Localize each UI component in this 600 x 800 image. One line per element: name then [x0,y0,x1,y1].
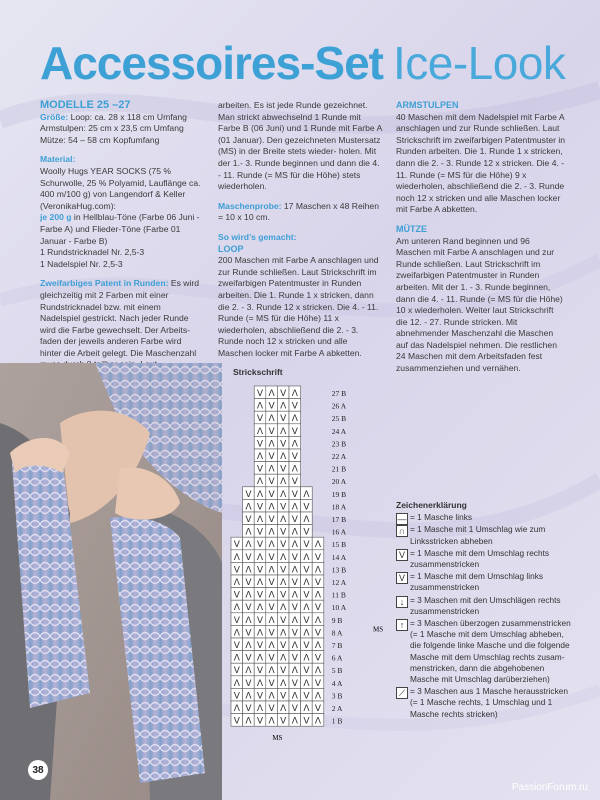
chart-symbol: V [280,666,287,677]
chart-row-label: 8 A [331,628,343,638]
chart-symbol: Λ [303,603,310,614]
chart-symbol: Λ [291,502,298,513]
legend-text: = 1 Masche mit dem Umschlag rechts zusammenstricken [410,547,550,570]
chart-symbol: Λ [280,452,287,462]
chart-symbol: Λ [245,666,252,677]
chart-symbol: V [314,552,322,563]
chart-symbol: V [245,678,252,689]
chart-symbol: V [280,565,287,576]
so-gehts-heading: So wird’s gemacht: [218,231,297,242]
chart-symbol: V [233,716,240,727]
chart-symbol: Λ [291,464,298,475]
chart-row-label: 11 B [331,590,346,600]
je-label: je 200 g [40,212,72,223]
chart-symbol: Λ [291,666,298,677]
chart-symbol: V [268,578,275,588]
legend-item [396,618,571,685]
chart-symbol: Λ [256,704,264,714]
chart-row-label: 18 A [331,502,347,512]
patent-label: Zweifarbiges Patent in Runden: [40,278,169,289]
chart-symbol: Λ [268,502,275,513]
legend-symbol-icon: ⟋ [396,687,408,699]
chart-row-label: 17 B [331,515,347,524]
chart-symbol: V [280,641,287,651]
chart-symbol: V [233,641,240,651]
chart-symbol: Λ [233,578,240,588]
chart-symbol: V [233,540,240,551]
chart-row-label: 23 B [331,439,347,449]
chart-symbol: Λ [268,527,275,538]
loop-text: 200 Maschen mit Farbe A anschlagen und zur Runde schließen. Laut Strickschrift im zweifarbigen Patentmuster in Runden arbeiten. Die 1. Runde 1 x stricken, dann die 2. - 3. Runde 12 x stricken. Die 4. - 11. Runde (= MS für die Höhe) 11 x wiederholen, abschließend die 2. - 3. Runde noch 12 x stricken und alle Maschen locker mit Farbe A abketten. [218,255,379,358]
watermark: PassionForum.ru [511,782,588,793]
chart-row-label: 1 B [331,716,343,726]
chart-symbol: Λ [280,552,287,563]
chart-symbol: Λ [245,590,252,601]
chart-symbol: Λ [280,653,287,664]
chart-symbol: Λ [303,704,310,714]
chart-symbol: Λ [245,691,252,702]
chart-symbol: V [256,565,264,576]
chart-symbol: V [268,653,275,664]
chart-symbol: V [256,615,264,626]
legend-text: = 3 Maschen aus 1 Masche herausstricken (= 1 Masche rechts, 1 Umschlag und 1 Masche rechts stricken) [410,686,568,719]
page-number: 38 [28,760,48,780]
chart-symbol: V [314,578,322,588]
legend-items [396,512,571,720]
chart-symbol: Λ [233,628,240,639]
chart-symbol: Λ [280,628,287,639]
chart-symbol: V [280,502,287,513]
chart-symbol: V [303,502,310,513]
chart-symbol: V [245,489,252,500]
chart-symbol: V [268,603,275,614]
chart-symbol: V [291,477,298,488]
chart-symbol: Λ [291,414,298,425]
chart-symbol: V [314,603,322,614]
legend-text: = 3 Maschen mit den Umschlägen rechts zusammenstricken [410,594,561,616]
chart-symbol: V [280,439,287,450]
chart-symbol: Λ [256,452,264,462]
chart-symbol: V [303,590,310,601]
chart-symbol: Λ [303,489,310,500]
muetze-text: Am unteren Rand beginnen und 96 Maschen mit Farbe A anschlagen und zur Runde schließen. Laut Strickschrift im zweifarbigen Patentmuster in Runden arbeiten. Mit der 1. - 3. Runde beginnen, dann die 4. - 11. Runde (= MS für die Höhe) 10 x wiederholen. Weiter laut Strickschrift die 12. - 27. Runde stricken. Mit abnehmender Maschenzahl die Maschen auf das Nadelspiel nehmen. Die restlichen 24 Maschen mit dem Arbeitsfaden fest zusammenziehen und vernähen. [396,235,563,374]
legend-title: Zeichenerklärung [396,500,467,510]
armstulpen-heading: ARMSTULPEN [396,100,459,110]
chart-symbol: V [280,691,287,702]
chart-symbol: Λ [245,540,252,551]
chart-symbol: Λ [291,590,298,601]
chart-symbol: V [268,515,275,525]
patent-continued: arbeiten. Es ist jede Runde gezeichnet. Man strickt abwechselnd 1 Runde mit Farbe B (06 Juni) und 1 Runde mit Farbe A (01 Januar). Den gezeichneten Mustersatz (MS) in der Breite stets wieder- holen. Mit der 1.- 3. Runde beginnen und dann die 4. - 11. Runde (= MS für die Höhe) stets wiederholen. [218,100,382,192]
chart-symbol: Λ [233,678,240,689]
chart-symbol: V [256,641,264,651]
groesse-loop: Loop: ca. 28 x 118 cm Umfang [70,111,187,122]
chart-symbol: Λ [280,678,287,689]
chart-symbol: V [256,590,264,601]
chart-symbol: Λ [314,615,322,626]
legend-text: = 1 Masche mit dem Umschlag links zusammenstricken [410,571,544,593]
chart-symbol: V [280,464,287,475]
chart-symbol: Λ [245,615,252,626]
chart-symbol: Λ [268,565,275,576]
legend-symbol-icon: ∩ [396,525,408,537]
chart-symbol: V [268,401,275,412]
chart-symbol: V [291,678,298,689]
chart-symbol: V [245,578,252,588]
chart-symbol: Λ [233,603,240,614]
chart-symbol: Λ [245,527,252,538]
chart-row-label: 15 B [331,540,347,550]
chart-symbol: V [256,716,264,727]
chart-symbol: V [303,716,310,727]
chart-row-label: 13 B [331,565,347,575]
chart-symbol: V [268,678,275,689]
probe-text: 17 Maschen x 48 Reihen = 10 x 10 cm. [218,200,379,223]
chart-symbol: V [245,515,252,525]
chart-row-label: 22 A [331,452,347,461]
chart-symbol: Λ [291,716,298,727]
groesse-muetze: Mütze: 54 – 58 cm Kopfumfang [40,134,160,145]
chart-symbol: Λ [256,578,264,588]
chart-symbol: V [256,414,264,425]
chart-symbol: Λ [280,603,287,614]
chart-ms-side: MS [373,625,384,634]
chart-ms-bottom: MS [272,734,283,743]
chart-symbol: Λ [268,666,275,677]
title-bold: Accessoires-Set [40,37,383,89]
legend-item [396,524,571,546]
chart-symbol: Λ [280,477,287,488]
chart-symbol: V [291,401,298,412]
chart-symbol: V [256,691,264,702]
chart-symbol: V [268,628,275,639]
chart-symbol: Λ [291,565,298,576]
chart-symbol: V [256,540,264,551]
chart-symbol: Λ [268,389,275,399]
chart-symbol: V [280,615,287,626]
chart-symbol: Λ [268,540,275,551]
loop-heading: LOOP [218,243,244,254]
chart-symbol: V [280,590,287,601]
chart-symbol: V [303,565,310,576]
legend-symbol-icon: V [396,549,408,561]
chart-symbol: Λ [314,641,322,651]
chart-symbol: V [291,603,298,614]
chart-symbol: V [291,452,298,462]
chart-symbol: Λ [303,653,310,664]
chart-symbol: V [233,615,240,626]
chart-symbol: Λ [233,552,240,563]
chart-symbol: Λ [280,515,287,525]
chart-symbol: Λ [291,615,298,626]
knitting-chart [225,378,400,758]
chart-row-label: 12 A [331,578,347,587]
material-label: Material: [40,154,76,165]
chart-row-label: 3 B [331,691,343,701]
chart-symbol: Λ [256,653,264,664]
chart-symbol: V [291,426,298,437]
chart-symbol: V [233,666,240,677]
chart-symbol: V [245,603,252,614]
chart-symbol: V [291,628,298,639]
column-middle [218,100,383,367]
chart-symbol: V [268,552,275,563]
chart-symbol: Λ [314,590,322,601]
chart-symbol: V [303,615,310,626]
chart-symbol: Λ [256,515,264,525]
chart-symbol: V [303,527,310,538]
page-title [40,36,565,90]
maschenprobe [218,201,383,224]
chart-symbol: Λ [256,552,264,563]
legend-text: = 3 Maschen überzogen zusammenstricken (= 1 Masche mit dem Umschlag abheben, die folgende linke Masche und die folgende Masche mit dem Umschlag rechts zusam- menstricken, dann die abgehobenen Masche mit Umschlag darüberziehen) [410,618,571,685]
chart-symbol: Λ [314,540,322,551]
chart-symbol: Λ [256,477,264,488]
chart-symbol: Λ [303,515,310,525]
chart-symbol: Λ [291,641,298,651]
chart-symbol: Λ [280,578,287,588]
chart-symbol: V [245,704,252,714]
material-text: Woolly Hugs YEAR SOCKS (75 % Schurwolle, 25 % Polyamid, Lauflänge ca. 400 m/100 g) von Langendorf & Keller (VeronikaHug.com): [40,165,201,211]
chart-symbol: Λ [245,641,252,651]
chart-symbol: Λ [303,552,310,563]
chart-symbol: V [303,666,310,677]
chart-symbol: Λ [280,704,287,714]
chart-symbol: Λ [256,628,264,639]
chart-row-label: 19 B [331,489,347,499]
column-right [396,100,566,383]
chart-symbol: V [291,578,298,588]
column-left [40,100,203,391]
chart-row-label: 25 B [331,414,347,424]
modelle-heading: MODELLE 25 –27 [40,99,131,111]
chart-row-label: 5 B [331,666,343,676]
chart-symbol: V [291,489,298,500]
legend-symbol-icon: — [397,514,407,525]
chart-symbol: Λ [303,628,310,639]
chart-symbol: Λ [314,565,322,576]
chart-symbol: V [233,691,240,702]
chart-symbol: V [256,666,264,677]
chart-symbol: Λ [280,426,287,437]
chart-symbol: V [291,704,298,714]
chart-symbol: Λ [291,691,298,702]
chart-symbol: Λ [291,439,298,450]
chart-symbol: Λ [256,426,264,437]
chart-row-label: 2 A [331,704,343,713]
chart-symbol: Λ [245,565,252,576]
chart-symbol: Λ [268,464,275,475]
chart-symbol: Λ [268,691,275,702]
legend-item [396,595,571,617]
chart-symbol: V [256,527,264,538]
chart-symbol: Λ [233,704,240,714]
groesse-block [40,112,203,147]
chart-row-label: 26 A [331,401,347,411]
chart-symbol: Λ [268,439,275,450]
product-photo [0,363,222,800]
chart-symbol: Λ [291,527,298,538]
legend-symbol-icon: V [396,572,408,584]
chart-symbol: V [314,678,322,689]
chart-symbol: Λ [303,678,310,689]
legend-text: = 1 Masche mit 1 Umschlag wie zum Linksstricken abheben [410,524,546,546]
chart-symbol: Λ [291,389,298,399]
chart-symbol: V [256,439,264,450]
chart-row-label: 20 A [331,477,347,487]
chart-symbol: Λ [268,590,275,601]
chart-symbol: Λ [268,414,275,425]
chart-title: Strickschrift [233,367,283,377]
nadel-2: 1 Nadelspiel Nr. 2,5-3 [40,258,123,269]
chart-symbol: V [245,653,252,664]
chart-symbol: Λ [268,716,275,727]
nadel-1: 1 Rundstricknadel Nr. 2,5-3 [40,247,145,258]
legend-item [396,571,571,593]
title-light: Ice-Look [392,37,566,89]
chart-symbol: Λ [303,578,310,588]
chart-row-label: 6 A [331,653,343,663]
chart-symbol: Λ [291,540,298,551]
chart-symbol: V [280,527,287,538]
legend-item [396,512,571,523]
groesse-label: Größe: [40,111,69,122]
patent-text: Es wird gleichzeitig mit 2 Farben mit einer Rundstricknadel bzw. mit einem Nadelspiel gestrickt. Nach jeder Runde wird die Farbe gewechselt. Der Arbeits- faden der jeweils anderen Farbe wird hinter die Arbeit gelegt. Die Maschenzahl [40,278,200,358]
chart-row-label: 27 B [331,389,347,398]
chart-row-label: 7 B [331,641,343,650]
chart-symbol: V [291,515,298,525]
chart-symbol: Λ [280,401,287,412]
chart-symbol: Λ [245,502,252,513]
chart-symbol: V [268,704,275,714]
chart-row-label: 14 A [331,552,347,562]
chart-row-label: 21 B [331,464,347,474]
chart-symbol: V [303,641,310,651]
chart-symbol: Λ [314,666,322,677]
chart-symbol: V [268,426,275,437]
legend-symbol-icon: ↑ [396,619,408,631]
armstulpen-text: 40 Maschen mit dem Nadelspiel mit Farbe A anschlagen und zur Runde schließen. Laut Strickschrift im zweifarbigen Patentmuster in Runden arbeiten. Die 1. Runde 1 x stricken, dann die 2. - 3. Runde 12 x stricken. Die 4. - 11. Runde (= MS für die Höhe) 9 x wiederholen, abschließend die 2. - 3. Runde noch 12 x stricken und alle Maschen locker mit Farbe A abketten. [396,111,566,215]
chart-symbol: Λ [280,489,287,500]
chart-row-label: 24 A [331,426,347,436]
legend-text: = 1 Masche links [410,512,473,523]
legend-item [396,686,571,720]
chart-symbol: V [314,653,322,664]
chart-row-label: 16 A [331,527,347,537]
material-block [40,154,203,270]
chart-symbol: V [303,691,310,702]
chart-symbol: V [291,552,298,563]
chart-symbol: Λ [268,641,275,651]
chart-symbol: V [245,552,252,563]
chart-symbol: V [233,565,240,576]
legend-symbol-icon: ↓ [396,596,408,608]
chart-symbol: V [303,540,310,551]
chart-symbol: Λ [256,401,264,412]
chart-symbol: Λ [245,716,252,727]
chart-symbol: V [291,653,298,664]
chart-symbol: Λ [233,653,240,664]
chart-symbol: V [256,464,264,475]
chart-symbol: Λ [314,691,322,702]
chart-symbol: Λ [256,489,264,500]
chart-row-label: 4 A [331,678,343,688]
chart-symbol: V [268,452,275,462]
chart-symbol: V [256,502,264,513]
chart-row-label: 10 A [331,603,347,613]
legend-item [396,548,571,570]
chart-symbol: V [314,704,322,714]
chart-symbol: Λ [268,615,275,626]
je-text: in Hellblau-Töne (Farbe 06 Juni - Farbe A) und Flieder-Töne (Farbe 01 Januar - Farbe B) [40,212,200,246]
chart-symbol: V [268,489,275,500]
chart-symbol: V [256,389,264,399]
groesse-arm: Armstulpen: 25 cm x 23,5 cm Umfang [40,123,184,134]
chart-symbol: V [268,477,275,488]
chart-symbol: Λ [256,603,264,614]
chart-symbol: Λ [256,678,264,689]
chart-symbol: V [245,628,252,639]
chart-symbol: V [280,389,287,399]
chart-symbol: V [280,540,287,551]
chart-symbol: V [314,628,322,639]
chart-symbol: V [280,716,287,727]
probe-label: Maschenprobe: [218,200,282,211]
chart-symbol: Λ [314,716,322,727]
chart-symbol: V [280,414,287,425]
chart-symbol: V [233,590,240,601]
chart-row-label: 9 B [331,615,343,625]
legend [396,500,571,721]
muetze-heading: MÜTZE [396,223,427,234]
